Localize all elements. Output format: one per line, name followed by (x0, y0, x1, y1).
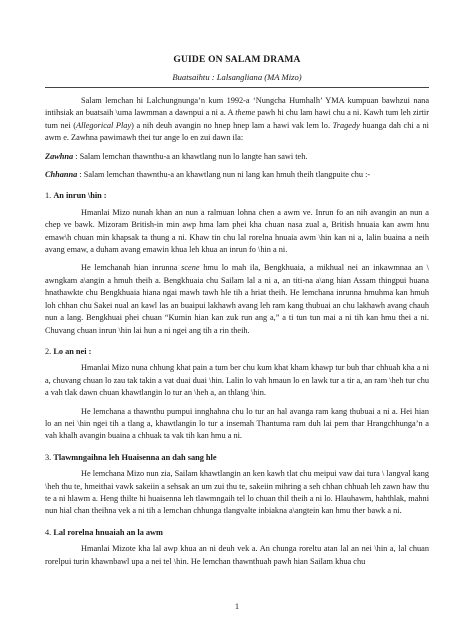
section-paragraph (45, 207, 429, 257)
section-paragraph (45, 543, 429, 568)
answer-text: : Salam lemchan thawnthu-a an khawtlang nun ni lang kan hmuh theih tlangpuite chu :- (77, 170, 371, 180)
paragraph-text: He lemchana Mizo nun zia, Sailam khawtlangin an ken kawh tlat chu meipui vaw dai tura \ langval kang \heh thu te, hmeithai vawk sakeiin a sehsak an um zui thu te, sakeiin mihring a seh chhan chhuah leh zawn haw thu te a ni hlawm a. Heng thilte hi huaisenna leh tlawmngaih tel lo chuan thil theih a ni lo. Hlauhawm, hahthlak, mahni nun hial chan theihna vek a ni tih a lemchan chhunga tlangvalte inbiakna a\angtein kan hmu ther bawk a ni. (45, 469, 429, 516)
section-number: 3. (45, 452, 52, 462)
question-label: Zawhna (45, 151, 74, 161)
section-title: Lo an nei : (53, 346, 92, 356)
paragraph-text: Hmanlai Mizo nunah khan an nun a ralmuan lohna chen a awm ve. Inrun fo an nih avangin an nun a chep ve bawk. Mizoram British-in min awp hma lam phei kha chuan nasa zual a, British hnuaia kan awm hnu emaw\h chuan min khapsak ta thung a ni. Khaw tin chu lal rorelna hnuaia awm \hin kan ni a, lalin buaina a neih avang emaw, a duham avang emawin khua leh khua an inrun fo \hin a ni. (45, 207, 429, 255)
document-body (45, 95, 429, 568)
section-number: 2. (45, 346, 52, 356)
page-number: 1 (234, 601, 240, 611)
section-paragraph (45, 468, 429, 518)
author-line: Buatsaihtu : Lalsangliana (MA Mizo) (172, 72, 302, 82)
section-heading (45, 452, 429, 464)
intro-text-1: Salam lemchan hi Lalchungnunga’n kum 1992-a ‘Nungcha Humhalh’ YMA kumpuan bawhzui nana intihsiak an buatsaih \uma lawmman a dawnpui a ni a. A (45, 96, 429, 118)
section-title: Tlawmngaihna leh Huaisenna an dah sang hle (53, 452, 217, 462)
section-heading (45, 190, 429, 202)
intro-theme: theme (235, 108, 256, 118)
section-number: 4. (45, 527, 52, 537)
paragraph-text: hmu lo mah ila, Bengkhuaia, a mikhual nei an inkawmnaa an \ awngkam a\angin a hmuh theih a. Bengkhuaia chu Sailam lal a ni a, an titi-na a\ang hian Assam thingpui huana hnathawkte chu Bengkhuaia hiana ngai mawh tawh hle tih a hriat theih. He lemchana inrunna hmuhma kan hmuh loh chhan chu Sakei nual an kawl las an buaipui lakhawh avang leh ram kang thubuai an chu lakhawh avang chauh nun a lang. Bengkhuai phei chuan “Kumin hian kan zuk run ang a,” a ti tun tun mai a ni tih kan hmu thei a ni. Chuvang chuan inrun \hin lai hun a ni ngei ang tih a rin theih. (45, 263, 429, 335)
title-divider (45, 87, 429, 88)
paragraph-text: Hmanlai Mizote kha lal awp khua an ni deuh vek a. An chunga roreltu atan lal an nei \hin a, lal chuan rorelpui turin khawnbawl upa a nei tel \hin. He lemchan thawnthuah pawh hian Sailam khua chu (45, 544, 429, 566)
intro-tragedy: Tragedy (332, 120, 360, 130)
intro-text-3: ) a nih deuh avangin no hnep hnep lam a hawi vak lem lo. (131, 120, 333, 130)
document-title: GUIDE ON SALAM DRAMA (173, 55, 301, 65)
intro-text-2: pawh hi chu lam hawi chu a ni. Kawh tum leh zirtir tum nei ( (45, 108, 430, 130)
section-number: 1. (45, 191, 52, 201)
intro-paragraph (45, 95, 429, 145)
question-line (45, 151, 429, 163)
paragraph-text: Hmanlai Mizo nuna chhung khat pain a tum ber chu kum khat kham khawp tur buh thar chhuah kha a ni a, chuvang chuan lo zau tak takin a vat duai duai \hin. Lalin lo vah hmaun lo en lawk tur a tir a, an ram \heh tur chu a vah tlak dawn chuan khawtlangin lo tur an \heh a, an thlang \hin. (45, 363, 429, 398)
answer-line (45, 169, 429, 181)
answer-label: Chhanna (45, 170, 78, 180)
paragraph-emphasis: scene (181, 263, 200, 273)
section-paragraph (45, 406, 429, 443)
section-heading (45, 346, 429, 358)
section-paragraph (45, 262, 429, 336)
intro-text-4: huanga dah chi a ni awm e. Zawhna pawimawh thei tur ange lo en zui dawn ila: (45, 120, 429, 143)
section-title: An inrun \hin : (53, 191, 107, 201)
section-title: Lal rorelna hnuaiah an la awm (53, 527, 163, 537)
paragraph-text: He lemchanah hian inrunna (81, 263, 182, 273)
intro-allegory: Allegorical Play (76, 120, 132, 130)
section-paragraph (45, 362, 429, 399)
paragraph-text: He lemchana a thawnthu pumpui innghahna chu lo tur an hal avanga ram kang thubuai a ni a. Hei hian lo an nei \hin ngei tih a tlang a, khawtlangin lo tur a insemah Thantuma ram duh lai pem thar Hrangchhunga’n a vah khalh avangin buaina a chhuak ta vak tih kan hmu a ni. (45, 406, 429, 441)
question-text: : Salam lemchan thawnthu-a an khawtlang nun lo langte han sawi teh. (73, 151, 308, 161)
section-heading (45, 527, 429, 539)
